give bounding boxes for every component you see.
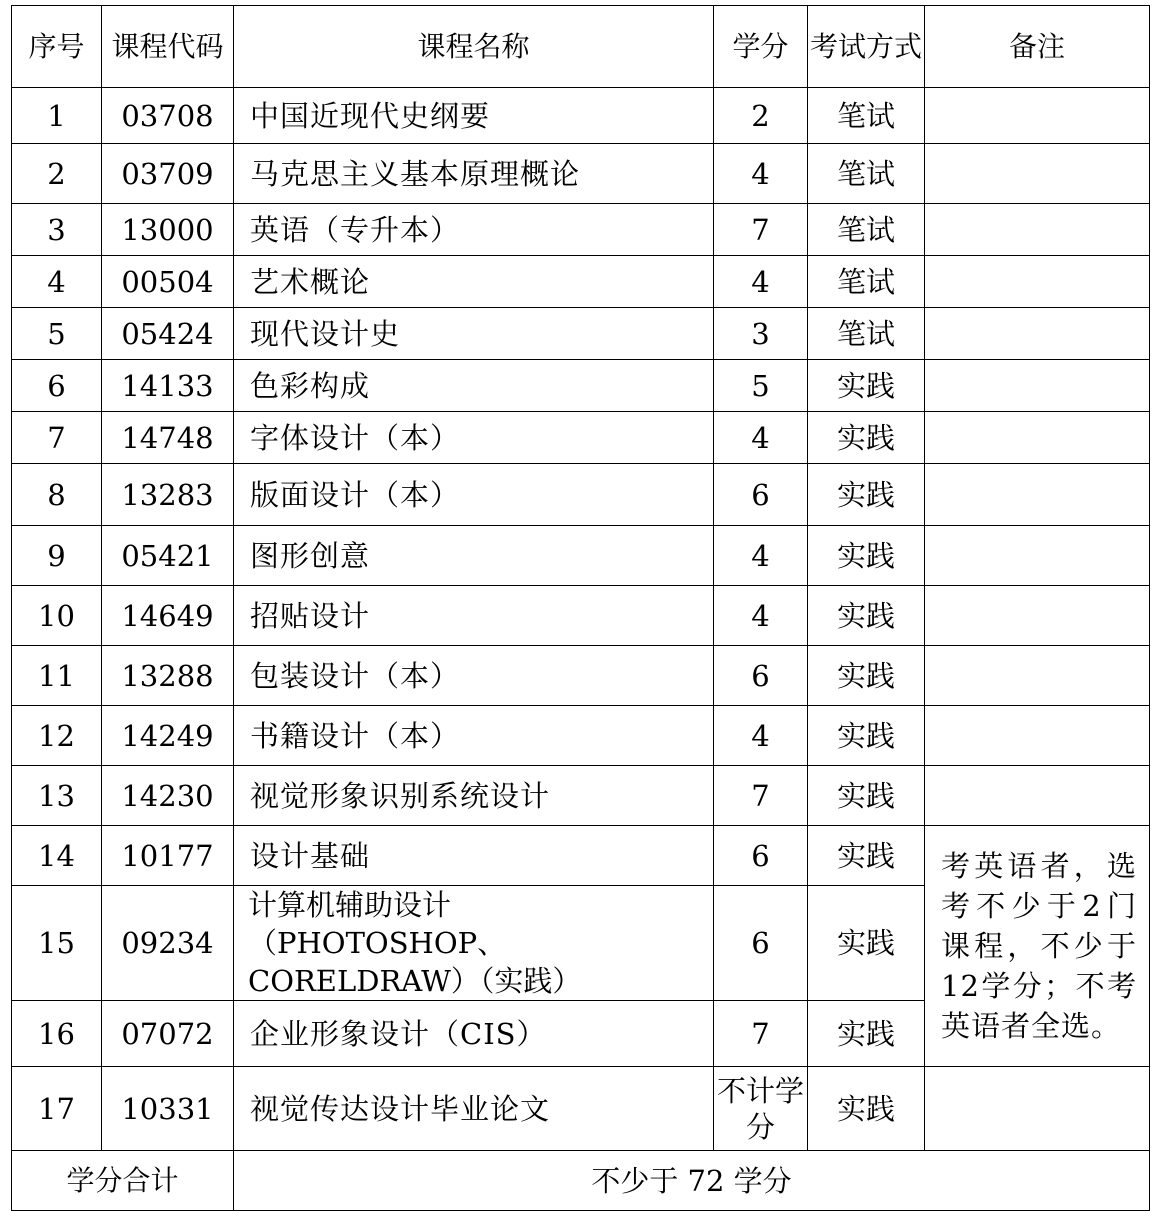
row-code: 14649 bbox=[102, 586, 234, 646]
row-note bbox=[925, 646, 1150, 706]
table-row bbox=[12, 766, 1150, 826]
row-note bbox=[925, 308, 1150, 360]
row-code: 14133 bbox=[102, 360, 234, 412]
row-code: 05424 bbox=[102, 308, 234, 360]
row-seq: 3 bbox=[12, 204, 102, 256]
table-row bbox=[12, 526, 1150, 586]
row-credit: 不计学分 bbox=[714, 1067, 808, 1151]
row-credit: 6 bbox=[714, 464, 808, 526]
row-code: 05421 bbox=[102, 526, 234, 586]
row-credit: 7 bbox=[714, 766, 808, 826]
row-credit: 2 bbox=[714, 88, 808, 144]
header-code: 课程代码 bbox=[102, 6, 234, 88]
row-code: 09234 bbox=[102, 886, 234, 1001]
header-credit: 学分 bbox=[714, 6, 808, 88]
row-note bbox=[925, 360, 1150, 412]
elective-note: 考英语者，选考不少于2门课程，不少于12学分；不考英语者全选。 bbox=[925, 826, 1150, 1067]
row-exam: 实践 bbox=[808, 886, 925, 1001]
row-code: 03708 bbox=[102, 88, 234, 144]
row-note bbox=[925, 144, 1150, 204]
row-name: 艺术概论 bbox=[234, 256, 714, 308]
table-row bbox=[12, 586, 1150, 646]
row-name: 图形创意 bbox=[234, 526, 714, 586]
row-seq: 5 bbox=[12, 308, 102, 360]
row-exam: 实践 bbox=[808, 826, 925, 886]
row-seq: 12 bbox=[12, 706, 102, 766]
row-credit: 4 bbox=[714, 412, 808, 464]
table-row bbox=[12, 256, 1150, 308]
row-name: 包装设计（本） bbox=[234, 646, 714, 706]
header-exam: 考试方式 bbox=[808, 6, 925, 88]
table-header-row bbox=[12, 6, 1150, 88]
table-row bbox=[12, 1067, 1150, 1151]
row-name: 马克思主义基本原理概论 bbox=[234, 144, 714, 204]
table-row bbox=[12, 308, 1150, 360]
row-note bbox=[925, 412, 1150, 464]
total-row bbox=[12, 1151, 1150, 1211]
row-seq: 2 bbox=[12, 144, 102, 204]
row-code: 03709 bbox=[102, 144, 234, 204]
row-seq: 11 bbox=[12, 646, 102, 706]
row-code: 07072 bbox=[102, 1001, 234, 1067]
row-exam: 实践 bbox=[808, 1001, 925, 1067]
row-code: 10177 bbox=[102, 826, 234, 886]
header-note: 备注 bbox=[925, 6, 1150, 88]
row-exam: 实践 bbox=[808, 766, 925, 826]
row-code: 13288 bbox=[102, 646, 234, 706]
table-row bbox=[12, 646, 1150, 706]
row-seq: 4 bbox=[12, 256, 102, 308]
row-name: 版面设计（本） bbox=[234, 464, 714, 526]
header-seq: 序号 bbox=[12, 6, 102, 88]
row-note bbox=[925, 464, 1150, 526]
row-note bbox=[925, 526, 1150, 586]
row-seq: 6 bbox=[12, 360, 102, 412]
row-seq: 17 bbox=[12, 1067, 102, 1151]
row-credit: 6 bbox=[714, 886, 808, 1001]
row-exam: 实践 bbox=[808, 586, 925, 646]
table-row bbox=[12, 144, 1150, 204]
table-row bbox=[12, 88, 1150, 144]
row-note bbox=[925, 88, 1150, 144]
table-row bbox=[12, 204, 1150, 256]
row-credit: 7 bbox=[714, 1001, 808, 1067]
row-name: 视觉形象识别系统设计 bbox=[234, 766, 714, 826]
row-note bbox=[925, 256, 1150, 308]
row-note bbox=[925, 1067, 1150, 1151]
row-seq: 9 bbox=[12, 526, 102, 586]
row-name: 设计基础 bbox=[234, 826, 714, 886]
row-name: 招贴设计 bbox=[234, 586, 714, 646]
row-exam: 实践 bbox=[808, 526, 925, 586]
row-credit: 4 bbox=[714, 586, 808, 646]
row-credit: 6 bbox=[714, 646, 808, 706]
row-note bbox=[925, 766, 1150, 826]
row-seq: 13 bbox=[12, 766, 102, 826]
row-credit: 3 bbox=[714, 308, 808, 360]
row-name: 色彩构成 bbox=[234, 360, 714, 412]
row-code: 14249 bbox=[102, 706, 234, 766]
row-name: 中国近现代史纲要 bbox=[234, 88, 714, 144]
row-name: 视觉传达设计毕业论文 bbox=[234, 1067, 714, 1151]
row-exam: 实践 bbox=[808, 412, 925, 464]
row-note bbox=[925, 586, 1150, 646]
row-exam: 实践 bbox=[808, 1067, 925, 1151]
row-note bbox=[925, 706, 1150, 766]
row-seq: 14 bbox=[12, 826, 102, 886]
row-credit: 4 bbox=[714, 256, 808, 308]
row-name: 计算机辅助设计（PHOTOSHOP、CORELDRAW）（实践） bbox=[234, 886, 714, 1001]
total-value: 不少于 72 学分 bbox=[234, 1151, 1150, 1211]
row-name: 书籍设计（本） bbox=[234, 706, 714, 766]
row-code: 10331 bbox=[102, 1067, 234, 1151]
row-code: 13000 bbox=[102, 204, 234, 256]
total-label: 学分合计 bbox=[12, 1151, 234, 1211]
row-seq: 10 bbox=[12, 586, 102, 646]
row-name: 现代设计史 bbox=[234, 308, 714, 360]
row-exam: 实践 bbox=[808, 464, 925, 526]
table-row bbox=[12, 360, 1150, 412]
row-code: 14748 bbox=[102, 412, 234, 464]
row-exam: 笔试 bbox=[808, 88, 925, 144]
row-credit: 7 bbox=[714, 204, 808, 256]
row-code: 14230 bbox=[102, 766, 234, 826]
row-seq: 8 bbox=[12, 464, 102, 526]
row-note bbox=[925, 204, 1150, 256]
row-name: 企业形象设计（CIS） bbox=[234, 1001, 714, 1067]
row-exam: 笔试 bbox=[808, 204, 925, 256]
table-row bbox=[12, 706, 1150, 766]
row-seq: 1 bbox=[12, 88, 102, 144]
header-name: 课程名称 bbox=[234, 6, 714, 88]
row-credit: 4 bbox=[714, 144, 808, 204]
row-seq: 15 bbox=[12, 886, 102, 1001]
row-credit: 6 bbox=[714, 826, 808, 886]
course-table bbox=[11, 5, 1150, 1211]
table-row bbox=[12, 412, 1150, 464]
row-exam: 实践 bbox=[808, 360, 925, 412]
table-row bbox=[12, 464, 1150, 526]
row-seq: 16 bbox=[12, 1001, 102, 1067]
row-exam: 实践 bbox=[808, 646, 925, 706]
row-exam: 笔试 bbox=[808, 144, 925, 204]
row-credit: 5 bbox=[714, 360, 808, 412]
row-seq: 7 bbox=[12, 412, 102, 464]
row-code: 13283 bbox=[102, 464, 234, 526]
row-name: 英语（专升本） bbox=[234, 204, 714, 256]
row-exam: 笔试 bbox=[808, 256, 925, 308]
row-credit: 4 bbox=[714, 706, 808, 766]
table-row bbox=[12, 826, 1150, 886]
row-exam: 笔试 bbox=[808, 308, 925, 360]
row-credit: 4 bbox=[714, 526, 808, 586]
row-code: 00504 bbox=[102, 256, 234, 308]
row-exam: 实践 bbox=[808, 706, 925, 766]
row-name: 字体设计（本） bbox=[234, 412, 714, 464]
